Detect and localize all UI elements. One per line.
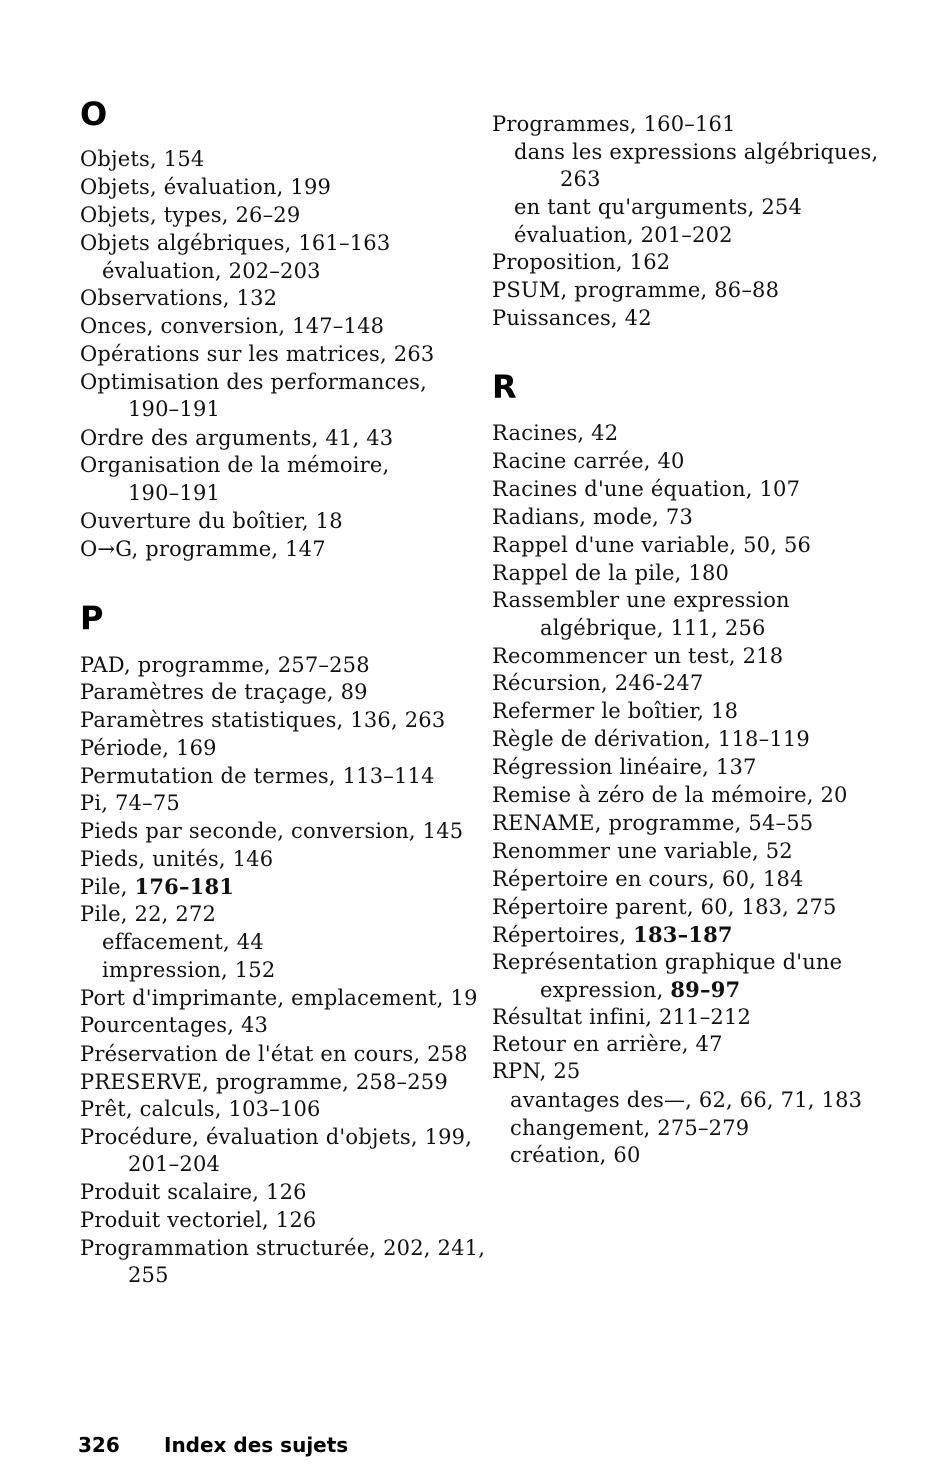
index-subentry: dans les expressions algébriques,: [514, 140, 879, 164]
index-entry: Retour en arrière, 47: [492, 1032, 723, 1056]
index-entry-continuation: 255: [128, 1263, 169, 1287]
index-subentry: évaluation, 201–202: [514, 223, 733, 247]
index-entry: Rappel de la pile, 180: [492, 561, 730, 585]
index-entry: Racines d'une équation, 107: [492, 477, 801, 501]
index-subentry: avantages des—, 62, 66, 71, 183: [510, 1088, 863, 1112]
index-entry: Racine carrée, 40: [492, 449, 685, 473]
index-entry: Observations, 132: [80, 286, 278, 310]
index-subentry: en tant qu'arguments, 254: [514, 195, 803, 219]
index-entry-continuation: 190–191: [128, 481, 221, 505]
index-entry: Période, 169: [80, 736, 217, 760]
index-entry: Prêt, calculs, 103–106: [80, 1097, 321, 1121]
index-entry: Pi, 74–75: [80, 791, 180, 815]
index-entry-continuation: [492, 976, 740, 1004]
index-entry: Programmes, 160–161: [492, 112, 736, 136]
index-entry-continuation: 263: [560, 167, 601, 191]
index-entry: Récursion, 246-247: [492, 671, 704, 695]
page-number: 326: [78, 1433, 120, 1457]
section-heading-o: O: [80, 95, 108, 133]
index-entry: Permutation de termes, 113–114: [80, 764, 435, 788]
section-heading-p: P: [80, 599, 104, 637]
index-entry: Opérations sur les matrices, 263: [80, 342, 435, 366]
index-entry: Racines, 42: [492, 421, 619, 445]
index-entry-term: Répertoires,: [492, 923, 634, 947]
index-entry: PRESERVE, programme, 258–259: [80, 1070, 448, 1094]
index-subentry: effacement, 44: [102, 930, 264, 954]
index-subentry: changement, 275–279: [510, 1116, 750, 1140]
index-entry-main-pages: 176–181: [134, 874, 235, 899]
index-subentry: impression, 152: [102, 958, 276, 982]
index-entry: Répertoire parent, 60, 183, 275: [492, 895, 837, 919]
index-entry: Remise à zéro de la mémoire, 20: [492, 783, 848, 807]
index-entry-main-pages: 89–97: [670, 977, 741, 1002]
index-entry-term: Pile,: [80, 875, 135, 899]
index-entry: Rassembler une expression: [492, 588, 790, 612]
index-entry: Procédure, évaluation d'objets, 199,: [80, 1125, 473, 1149]
index-entry: Paramètres de traçage, 89: [80, 680, 368, 704]
index-entry: Radians, mode, 73: [492, 505, 694, 529]
index-entry: O→G, programme, 147: [80, 537, 326, 561]
index-entry: Refermer le boîtier, 18: [492, 699, 739, 723]
index-entry-continuation: algébrique, 111, 256: [540, 616, 766, 640]
page-footer: [78, 1432, 348, 1458]
running-title: Index des sujets: [164, 1433, 349, 1457]
index-entry: Règle de dérivation, 118–119: [492, 727, 810, 751]
index-subentry: création, 60: [510, 1143, 641, 1167]
section-heading-r: R: [492, 368, 517, 406]
index-entry: Puissances, 42: [492, 306, 652, 330]
index-entry: Pourcentages, 43: [80, 1013, 269, 1037]
index-entry: Proposition, 162: [492, 250, 671, 274]
index-entry: Port d'imprimante, emplacement, 19: [80, 986, 478, 1010]
index-entry: RPN, 25: [492, 1059, 581, 1083]
index-entry: Ordre des arguments, 41, 43: [80, 426, 394, 450]
index-entry: Recommencer un test, 218: [492, 644, 784, 668]
index-subentry: évaluation, 202–203: [102, 259, 321, 283]
index-entry: Optimisation des performances,: [80, 370, 428, 394]
index-entry: Rappel d'une variable, 50, 56: [492, 533, 812, 557]
index-entry: Pieds par seconde, conversion, 145: [80, 819, 464, 843]
index-entry: Programmation structurée, 202, 241,: [80, 1236, 486, 1260]
index-entry: [80, 873, 234, 901]
index-entry: Régression linéaire, 137: [492, 755, 757, 779]
index-entry: PSUM, programme, 86–88: [492, 278, 780, 302]
index-entry-term: expression,: [540, 978, 671, 1002]
index-entry: Préservation de l'état en cours, 258: [80, 1042, 468, 1066]
index-entry-main-pages: 183–187: [633, 922, 733, 947]
index-entry: Résultat infini, 211–212: [492, 1005, 752, 1029]
index-entry: Pieds, unités, 146: [80, 847, 274, 871]
index-entry: Renommer une variable, 52: [492, 839, 793, 863]
index-entry-continuation: 190–191: [128, 397, 221, 421]
index-entry: Produit scalaire, 126: [80, 1180, 307, 1204]
index-entry: Produit vectoriel, 126: [80, 1208, 317, 1232]
index-entry: Répertoire en cours, 60, 184: [492, 867, 804, 891]
index-entry: PAD, programme, 257–258: [80, 653, 370, 677]
index-entry: Organisation de la mémoire,: [80, 453, 390, 477]
index-entry: [492, 921, 733, 949]
index-entry: Objets, évaluation, 199: [80, 175, 332, 199]
index-entry: Onces, conversion, 147–148: [80, 314, 385, 338]
index-entry: Représentation graphique d'une: [492, 950, 843, 974]
index-entry: Pile, 22, 272: [80, 902, 217, 926]
index-entry: Paramètres statistiques, 136, 263: [80, 708, 446, 732]
index-entry: Ouverture du boîtier, 18: [80, 509, 343, 533]
index-entry: Objets, types, 26–29: [80, 203, 301, 227]
index-entry: RENAME, programme, 54–55: [492, 811, 814, 835]
index-entry: Objets, 154: [80, 147, 205, 171]
index-entry-continuation: 201–204: [128, 1152, 221, 1176]
index-entry: Objets algébriques, 161–163: [80, 231, 391, 255]
